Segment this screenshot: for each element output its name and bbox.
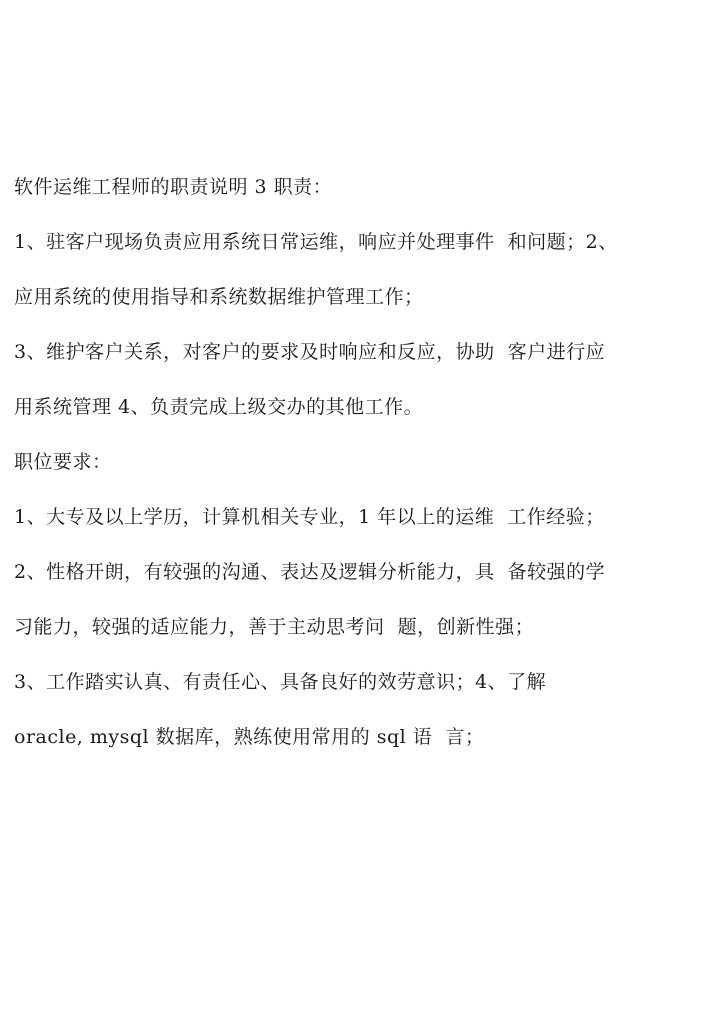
document-body <box>14 160 714 765</box>
text-line-duty-4: 用系统管理 4、负责完成上级交办的其他工作。 <box>14 396 424 418</box>
text-line-title: 软件运维工程师的职责说明 3 职责： <box>14 176 333 198</box>
text-line-duty-2: 应用系统的使用指导和系统数据维护管理工作； <box>14 286 424 308</box>
text-line-duty-3: 3、维护客户关系，对客户的要求及时响应和反应，协助 客户进行应 <box>14 341 606 363</box>
text-line-duty-1: 1、驻客户现场负责应用系统日常运维，响应并处理事件 和问题；2、 <box>14 231 618 253</box>
text-line-requirement-1: 1、大专及以上学历，计算机相关专业，1 年以上的运维 工作经验； <box>14 506 605 528</box>
text-line-requirement-5: oracle, mysql 数据库，熟练使用常用的 sql 语 言； <box>14 726 485 748</box>
text-line-requirement-2: 2、性格开朗，有较强的沟通、表达及逻辑分析能力，具 备较强的学 <box>14 561 606 583</box>
text-line-requirement-3: 习能力，较强的适应能力，善于主动思考问 题，创新性强； <box>14 616 535 638</box>
text-line-requirement-4: 3、工作踏实认真、有责任心、具备良好的效劳意识；4、了解 <box>14 671 547 693</box>
text-line-requirements-heading: 职位要求： <box>14 451 112 473</box>
